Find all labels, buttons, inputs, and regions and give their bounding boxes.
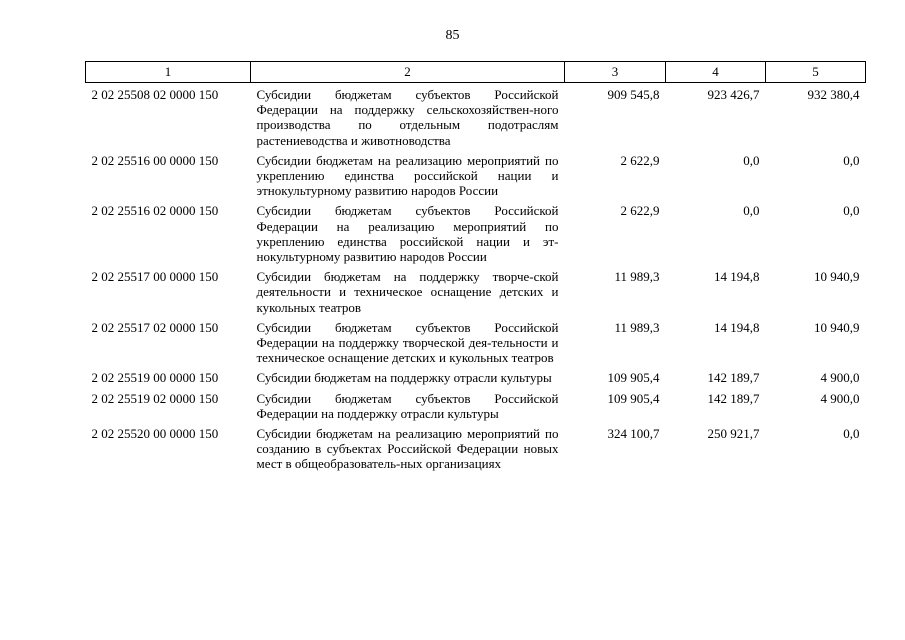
- column-header-2: 2: [251, 62, 565, 83]
- table-row: [86, 199, 866, 265]
- amount-col-5: 0,0: [843, 152, 860, 168]
- budget-code: 2 02 25519 00 0000 150: [91, 370, 219, 386]
- budget-item-name: Субсидии бюджетам на поддержку творче-ской деятельности и техническое оснащение детских и кукольных театров: [256, 269, 559, 315]
- page-number: 85: [445, 28, 460, 43]
- amount-col-4: 142 189,7: [707, 390, 760, 406]
- amount-col-5: 0,0: [843, 426, 860, 442]
- table-row: [86, 422, 866, 473]
- column-header-4: 4: [666, 62, 766, 83]
- budget-table: [85, 61, 866, 473]
- amount-col-4: 142 189,7: [707, 370, 760, 386]
- column-header-1: 1: [86, 62, 251, 83]
- budget-item-name: Субсидии бюджетам на реализацию мероприятий по укреплению единства российской нации и этнокультурному развитию народов России: [256, 152, 559, 199]
- table-row: [86, 316, 866, 367]
- budget-item-name: Субсидии бюджетам на реализацию мероприятий по созданию в субъектах Российской Федерации новых мест в общеобразователь-ных организациях: [256, 426, 559, 472]
- amount-col-5: 4 900,0: [820, 370, 860, 386]
- amount-col-3: 909 545,8: [607, 87, 660, 102]
- budget-code: 2 02 25516 02 0000 150: [91, 203, 219, 219]
- amount-col-3: 324 100,7: [607, 426, 660, 442]
- budget-item-name: Субсидии бюджетам субъектов Российской Федерации на поддержку сельскохозяйствен-ного производства по отдельным подотраслям растениеводства и животноводства: [256, 87, 559, 148]
- budget-code: 2 02 25520 00 0000 150: [91, 426, 219, 442]
- budget-code: 2 02 25517 00 0000 150: [91, 269, 219, 285]
- amount-col-3: 2 622,9: [620, 152, 660, 168]
- amount-col-4: 250 921,7: [707, 426, 760, 442]
- amount-col-4: 0,0: [743, 152, 760, 168]
- table-row: [86, 387, 866, 422]
- table-header-row: [86, 62, 866, 83]
- budget-item-name: Субсидии бюджетам субъектов Российской Федерации на реализацию мероприятий по укреплению единства российской нации и эт-нокультурному развитию народов России: [256, 203, 559, 265]
- column-header-3: 3: [565, 62, 666, 83]
- amount-col-3: 11 989,3: [614, 319, 660, 335]
- budget-item-name: Субсидии бюджетам субъектов Российской Федерации на поддержку отрасли культуры: [256, 390, 559, 421]
- amount-col-5: 10 940,9: [814, 319, 860, 335]
- amount-col-5: 4 900,0: [820, 390, 860, 406]
- budget-item-name: Субсидии бюджетам на поддержку отрасли культуры: [256, 370, 552, 386]
- budget-code: 2 02 25508 02 0000 150: [91, 87, 219, 102]
- table-row: [86, 366, 866, 386]
- amount-col-5: 10 940,9: [814, 269, 860, 285]
- budget-code: 2 02 25519 02 0000 150: [91, 390, 219, 406]
- amount-col-5: 0,0: [843, 203, 860, 219]
- amount-col-3: 109 905,4: [607, 390, 660, 406]
- amount-col-3: 109 905,4: [607, 370, 660, 386]
- budget-code: 2 02 25516 00 0000 150: [91, 152, 219, 168]
- budget-item-name: Субсидии бюджетам субъектов Российской Федерации на поддержку творческой дея-тельности и техническое оснащение детских и кукольных театров: [256, 319, 559, 366]
- table-row: [86, 265, 866, 316]
- table-row: [86, 83, 866, 149]
- amount-col-4: 14 194,8: [714, 269, 760, 285]
- amount-col-4: 923 426,7: [707, 87, 760, 102]
- budget-code: 2 02 25517 02 0000 150: [91, 319, 219, 335]
- table-row: [86, 149, 866, 200]
- column-header-5: 5: [766, 62, 866, 83]
- amount-col-4: 0,0: [743, 203, 760, 219]
- amount-col-5: 932 380,4: [807, 87, 860, 102]
- amount-col-4: 14 194,8: [714, 319, 760, 335]
- amount-col-3: 2 622,9: [620, 203, 660, 219]
- amount-col-3: 11 989,3: [614, 269, 660, 285]
